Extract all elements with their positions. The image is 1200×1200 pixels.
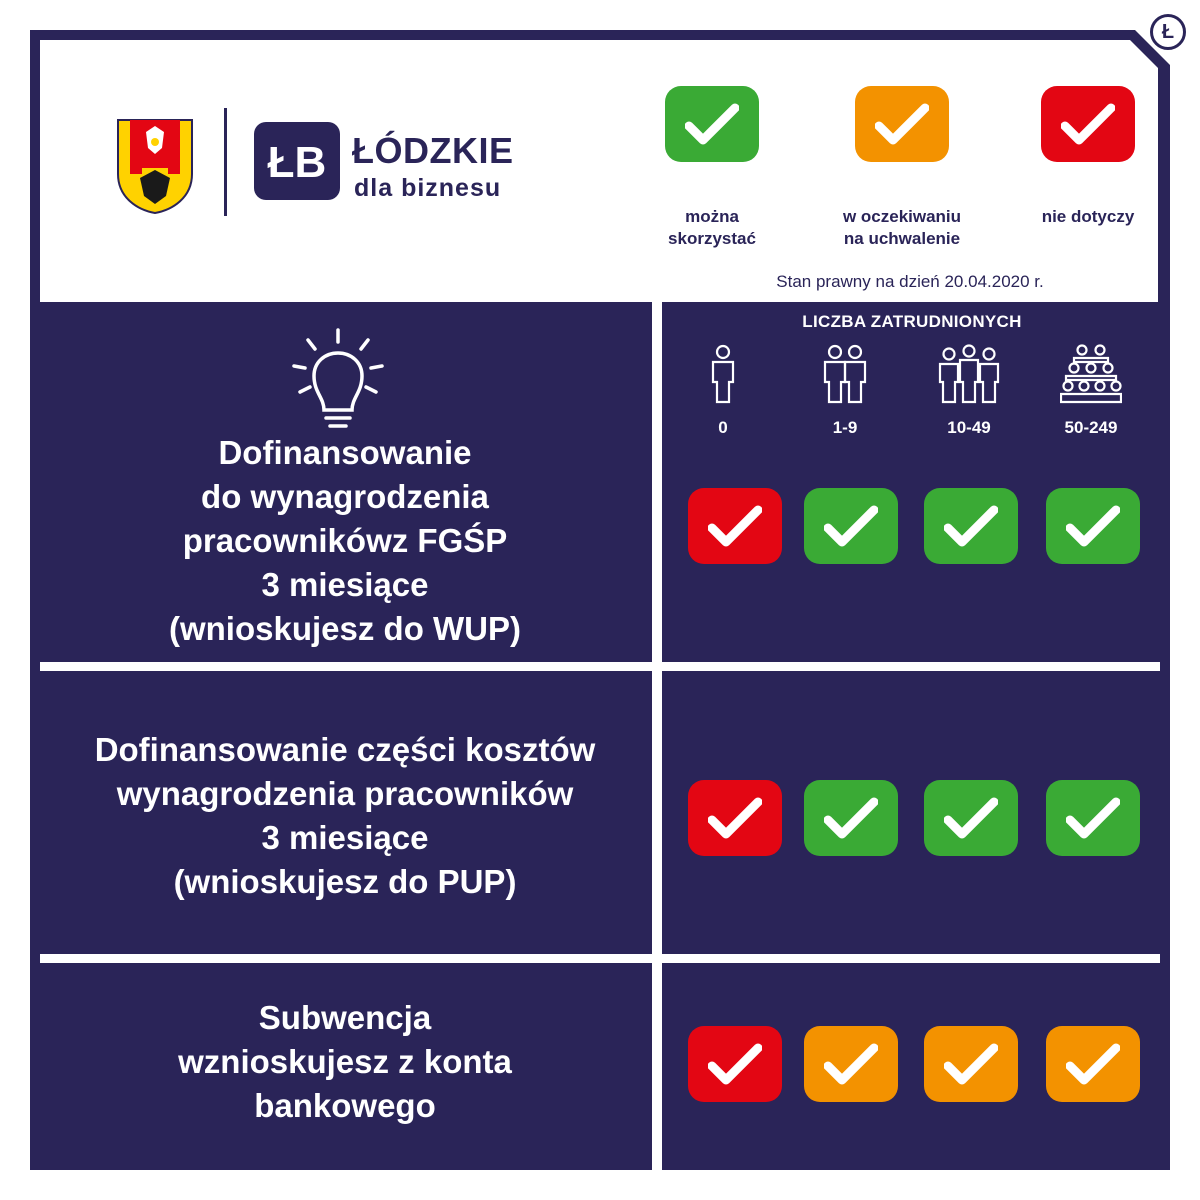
legend-green-box (665, 86, 759, 162)
status-cell (804, 780, 898, 856)
employees-group-0 (668, 344, 778, 438)
check-icon (708, 1042, 762, 1086)
check-icon (1066, 1042, 1120, 1086)
person-icon (703, 344, 743, 406)
employees-group-1-9 (790, 344, 900, 438)
employees-group-label: 0 (718, 418, 728, 437)
logo-letters: ŁB (267, 138, 327, 187)
check-icon (824, 796, 878, 840)
legend-red-box (1041, 86, 1135, 162)
status-cell (1046, 488, 1140, 564)
lightbulb-icon (290, 326, 386, 430)
legend-label: można skorzystać (668, 207, 756, 248)
status-cell (804, 1026, 898, 1102)
two-people-icon (820, 344, 870, 406)
status-cell (924, 1026, 1018, 1102)
status-cell (924, 780, 1018, 856)
status-cell (924, 488, 1018, 564)
employees-group-label: 1-9 (832, 418, 858, 437)
check-icon (1066, 796, 1120, 840)
legend-label: nie dotyczy (1041, 207, 1135, 226)
employees-heading: LICZBA ZATRUDNIONYCH (802, 312, 1022, 331)
legend-not-applicable (998, 86, 1178, 228)
check-icon (944, 1042, 998, 1086)
lodzkie-logo-icon (254, 122, 340, 200)
check-icon (1066, 504, 1120, 548)
row-title-subwencja: Subwencja wznioskujesz z konta bankowego (178, 999, 512, 1124)
legend-orange-box (855, 86, 949, 162)
brand-title: ŁÓDZKIE (352, 130, 514, 171)
employees-group-label: 10-49 (947, 418, 991, 437)
status-cell (688, 488, 782, 564)
row-title-fgsp: Dofinansowanie do wynagrodzenia pracownikówz FGŚP 3 miesiące (wnioskujesz do WUP) (168, 434, 521, 647)
brand-subtitle: dla biznesu (354, 174, 502, 202)
legal-note: Stan prawny na dzień 20.04.2020 r. (776, 272, 1044, 291)
status-cell (688, 780, 782, 856)
legend-pending (812, 86, 992, 250)
check-icon (685, 102, 739, 146)
status-cell (688, 1026, 782, 1102)
legend-available (622, 86, 802, 250)
check-icon (824, 504, 878, 548)
brand-badge-icon: Ł (1150, 14, 1186, 50)
check-icon (944, 796, 998, 840)
check-icon (824, 1042, 878, 1086)
employees-group-10-49 (914, 344, 1024, 438)
status-cell (804, 488, 898, 564)
status-cell (1046, 1026, 1140, 1102)
status-cell (1046, 780, 1140, 856)
coat-of-arms-icon (116, 118, 194, 214)
three-people-icon (936, 344, 1002, 406)
header-divider (224, 108, 227, 216)
check-icon (875, 102, 929, 146)
check-icon (708, 504, 762, 548)
employees-group-label: 50-249 (1064, 418, 1118, 437)
check-icon (944, 504, 998, 548)
crowd-icon (1060, 344, 1122, 406)
employees-group-50-249 (1036, 344, 1146, 438)
row-title-pup: Dofinansowanie części kosztów wynagrodzenia pracowników 3 miesiące (wnioskujesz do PUP) (94, 731, 596, 900)
legend-label: w oczekiwaniu na uchwalenie (842, 207, 962, 248)
check-icon (708, 796, 762, 840)
check-icon (1061, 102, 1115, 146)
